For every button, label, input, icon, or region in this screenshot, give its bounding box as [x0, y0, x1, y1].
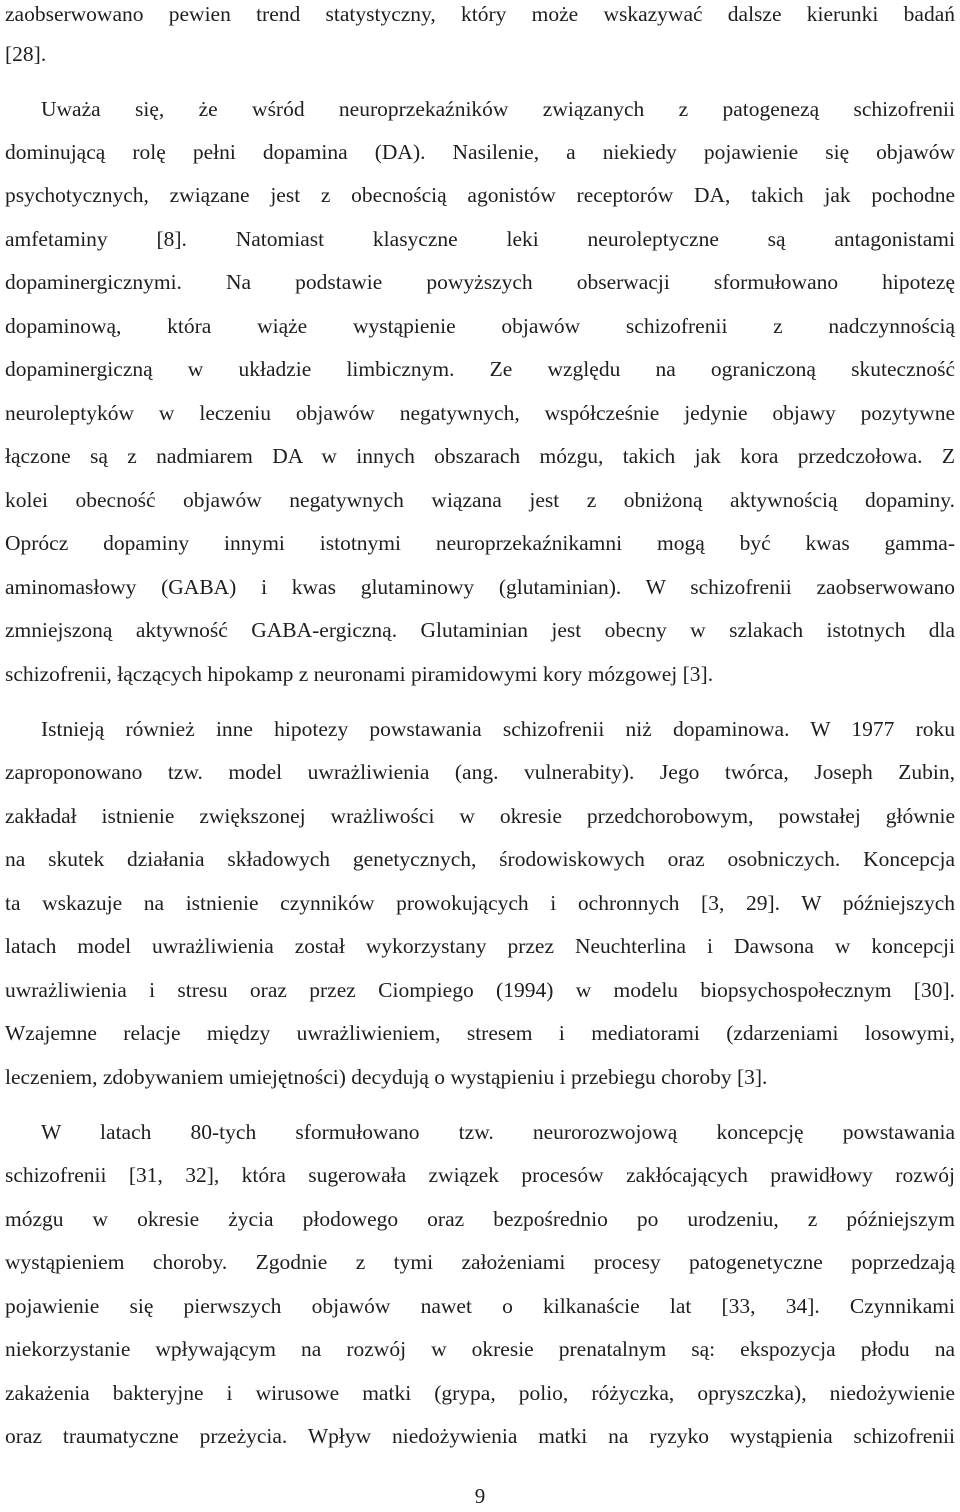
- text-line: dopaminową, która wiąże wystąpienie objawów schizofrenii z nadczynnością: [5, 314, 955, 338]
- text-line: Istnieją również inne hipotezy powstawania schizofrenii niż dopaminowa. W 1977 roku: [41, 717, 955, 741]
- text-line: mózgu w okresie życia płodowego oraz bezpośrednio po urodzeniu, z późniejszym: [5, 1207, 955, 1231]
- text-line: łączone są z nadmiarem DA w innych obszarach mózgu, takich jak kora przedczołowa. Z: [5, 444, 955, 468]
- text-line: pojawienie się pierwszych objawów nawet o kilkanaście lat [33, 34]. Czynnikami: [5, 1294, 955, 1318]
- text-line: Uważa się, że wśród neuroprzekaźników związanych z patogenezą schizofrenii: [41, 97, 955, 121]
- text-line: oraz traumatyczne przeżycia. Wpływ niedożywienia matki na ryzyko wystąpienia schizofrenii: [5, 1424, 955, 1448]
- text-line: wystąpieniem choroby. Zgodnie z tymi założeniami procesy patogenetyczne poprzedzają: [5, 1250, 955, 1274]
- text-line: zaproponowano tzw. model uwrażliwienia (ang. vulnerabity). Jego twórca, Joseph Zubin,: [5, 760, 955, 784]
- text-line: uwrażliwienia i stresu oraz przez Ciompiego (1994) w modelu biopsychospołecznym [30].: [5, 978, 955, 1002]
- text-line: na skutek działania składowych genetycznych, środowiskowych oraz osobniczych. Koncepcja: [5, 847, 955, 871]
- text-line: dopaminergicznymi. Na podstawie powyższych obserwacji sformułowano hipotezę: [5, 270, 955, 294]
- text-line: ta wskazuje na istnienie czynników prowokujących i ochronnych [3, 29]. W późniejszych: [5, 891, 955, 915]
- text-line: schizofrenii, łączących hipokamp z neuronami piramidowymi kory mózgowej [3].: [5, 662, 714, 686]
- text-line: aminomasłowy (GABA) i kwas glutaminowy (glutaminian). W schizofrenii zaobserwowano: [5, 575, 955, 599]
- text-line: zmniejszoną aktywność GABA-ergiczną. Glutaminian jest obecny w szlakach istotnych dla: [5, 618, 955, 642]
- text-line: Oprócz dopaminy innymi istotnymi neuroprzekaźnikamni mogą być kwas gamma-: [5, 531, 955, 555]
- text-line: amfetaminy [8]. Natomiast klasyczne leki neuroleptyczne są antagonistami: [5, 227, 955, 251]
- text-line: Wzajemne relacje między uwrażliwieniem, stresem i mediatorami (zdarzeniami losowymi,: [5, 1021, 955, 1045]
- text-line: [28].: [5, 42, 47, 66]
- text-line: niekorzystanie wpływającym na rozwój w okresie prenatalnym są: ekspozycja płodu na: [5, 1337, 955, 1361]
- text-line: dopaminergiczną w układzie limbicznym. Ze względu na ograniczoną skuteczność: [5, 357, 955, 381]
- text-line: kolei obecność objawów negatywnych wiązana jest z obniżoną aktywnością dopaminy.: [5, 488, 955, 512]
- text-line: neuroleptyków w leczeniu objawów negatywnych, współcześnie jedynie objawy pozytywne: [5, 401, 955, 425]
- text-line: zakażenia bakteryjne i wirusowe matki (grypa, polio, różyczka, opryszczka), niedożywienie: [5, 1381, 955, 1405]
- text-line: latach model uwrażliwienia został wykorzystany przez Neuchterlina i Dawsona w koncepcji: [5, 934, 955, 958]
- text-line: psychotycznych, związane jest z obecnością agonistów receptorów DA, takich jak pochodne: [5, 183, 955, 207]
- text-line: leczeniem, zdobywaniem umiejętności) decydują o wystąpieniu i przebiegu choroby [3].: [5, 1065, 768, 1089]
- text-line: W latach 80-tych sformułowano tzw. neurorozwojową koncepcję powstawania: [41, 1120, 955, 1144]
- text-line: dominującą rolę pełni dopamina (DA). Nasilenie, a niekiedy pojawienie się objawów: [5, 140, 955, 164]
- page-number: 9: [474, 1484, 486, 1508]
- text-line: schizofrenii [31, 32], która sugerowała związek procesów zakłócających prawidłowy rozwój: [5, 1163, 955, 1187]
- text-line: zaobserwowano pewien trend statystyczny, który może wskazywać dalsze kierunki badań: [5, 2, 955, 26]
- text-line: zakładał istnienie zwiększonej wrażliwości w okresie przedchorobowym, powstałej głównie: [5, 804, 955, 828]
